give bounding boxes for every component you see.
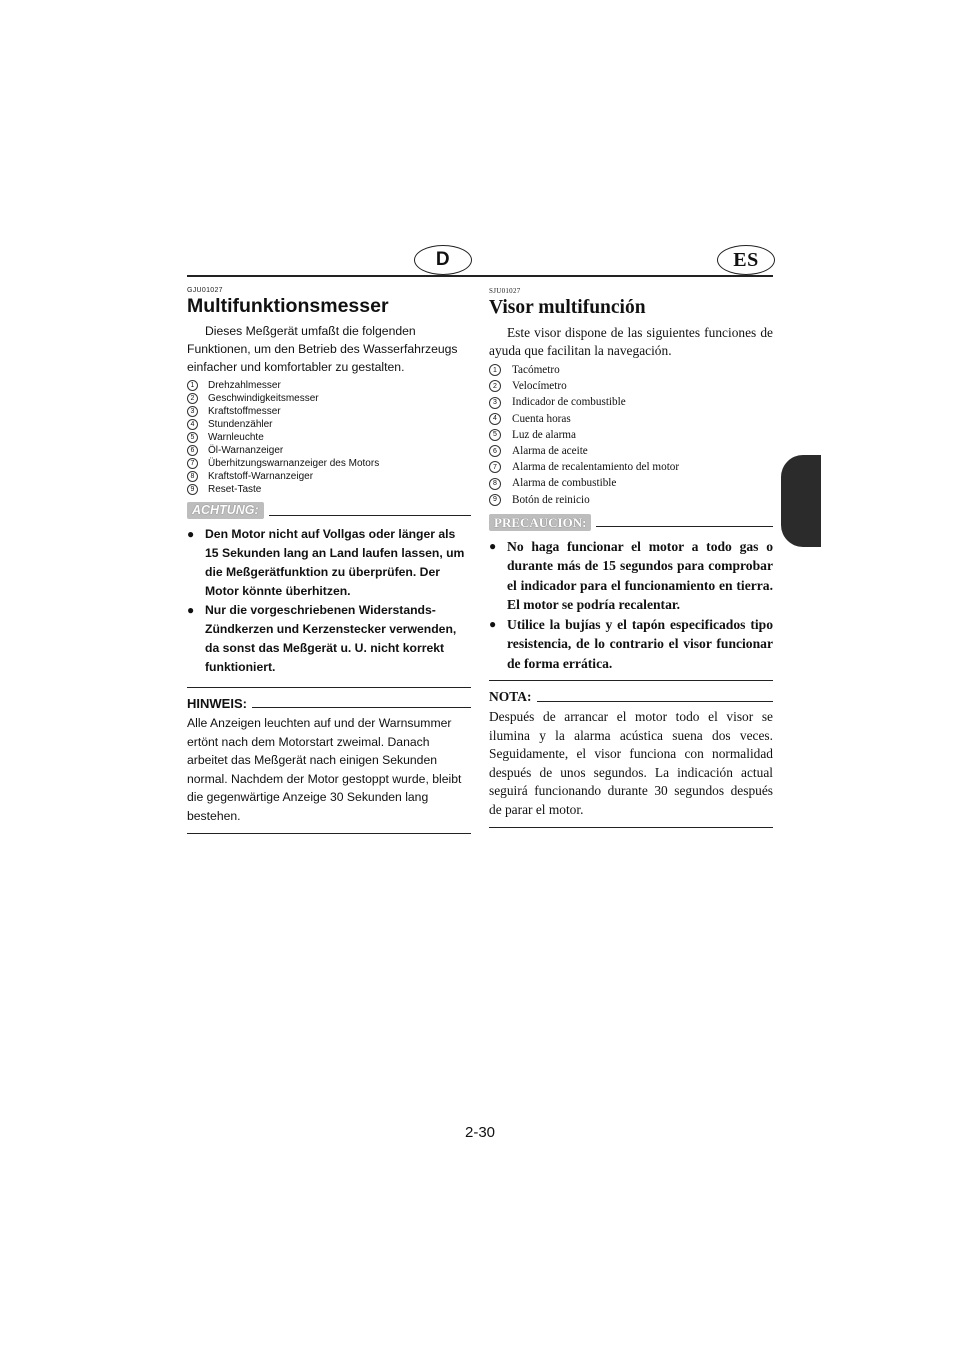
caution-list bbox=[187, 525, 471, 677]
page-number: 2-30 bbox=[464, 1124, 496, 1141]
item-label: Alarma de recalentamiento del motor bbox=[512, 461, 680, 474]
item-label: Öl-Warnanzeiger bbox=[208, 445, 284, 456]
item-label: Velocímetro bbox=[512, 380, 567, 393]
section-title: Multifunktionsmesser bbox=[187, 295, 389, 317]
list-item bbox=[187, 483, 471, 496]
item-number: 6 bbox=[489, 445, 501, 457]
item-label: Alarma de combustible bbox=[512, 477, 617, 490]
section-title: Visor multifunción bbox=[489, 297, 646, 318]
caution-item: ● Den Motor nicht auf Vollgas oder länger als 15 Sekunden lang an Land laufen lassen, um die Meßgerätfunktion zu überprüfen. Der Motor könnte überhitzen. bbox=[187, 525, 471, 601]
list-item bbox=[187, 431, 471, 444]
item-label: Reset-Taste bbox=[208, 484, 262, 495]
chapter-tab-marker bbox=[781, 455, 821, 547]
note-header bbox=[187, 696, 471, 711]
note-text: Alle Anzeigen leuchten auf und der Warnsummer ertönt nach dem Motorstart zweimal. Danach arbeitet das Meßgerät nach einigen Sekunden normal. Nachdem der Motor gestoppt wurde, bleibt die gegenwärtige Anzeige 30 Sekunden lang bestehen. bbox=[187, 716, 462, 823]
caution-end-rule bbox=[489, 680, 773, 681]
item-label: Botón de reinicio bbox=[512, 493, 590, 506]
list-item bbox=[187, 470, 471, 483]
caution-label: PRECAUCION: bbox=[489, 514, 591, 531]
list-item bbox=[489, 411, 773, 427]
list-item bbox=[187, 444, 471, 457]
list-item bbox=[489, 394, 773, 410]
intro-paragraph: Este visor dispone de las siguientes funciones de ayuda que facilitan la navegación. bbox=[489, 325, 773, 358]
item-number: 2 bbox=[187, 393, 198, 404]
note-label: NOTA: bbox=[489, 689, 532, 705]
list-item bbox=[187, 379, 471, 392]
item-label: Tacómetro bbox=[512, 364, 560, 376]
note-rule bbox=[252, 707, 471, 708]
list-item bbox=[489, 427, 773, 443]
function-list bbox=[187, 379, 471, 496]
caution-header bbox=[187, 502, 471, 519]
caution-rule bbox=[596, 526, 773, 527]
item-label: Alarma de aceite bbox=[512, 445, 588, 458]
item-label: Indicador de combustible bbox=[512, 396, 626, 409]
list-item bbox=[489, 378, 773, 394]
item-number: 4 bbox=[187, 419, 198, 430]
note-text: Después de arrancar el motor todo el visor se ilumina y la alarma acústica suena dos veces. Seguidamente, el visor funciona con normalidad después de unos segundos. La indicación actual seguirá funcionando durante 30 segundos después de parar el motor. bbox=[489, 709, 773, 817]
list-item bbox=[489, 492, 773, 508]
item-number: 1 bbox=[489, 364, 501, 376]
item-label: Kraftstoff-Warnanzeiger bbox=[208, 471, 314, 482]
list-item bbox=[489, 362, 773, 378]
intro-paragraph: Dieses Meßgerät umfaßt die folgenden Funktionen, um den Betrieb des Wasserfahrzeugs einfacher und komfortabler zu gestalten. bbox=[187, 324, 458, 374]
bullet-icon: ● bbox=[489, 616, 497, 631]
item-number: 5 bbox=[489, 429, 501, 441]
caution-list bbox=[489, 537, 773, 674]
item-label: Luz de alarma bbox=[512, 428, 576, 441]
item-number: 2 bbox=[489, 380, 501, 392]
list-item bbox=[489, 443, 773, 459]
list-item bbox=[187, 392, 471, 405]
item-label: Warnleuchte bbox=[208, 432, 264, 443]
list-item bbox=[187, 457, 471, 470]
item-label: Stundenzähler bbox=[208, 419, 273, 430]
note-end-rule bbox=[489, 827, 773, 828]
caution-end-rule bbox=[187, 687, 471, 688]
note-rule bbox=[537, 701, 774, 702]
list-item bbox=[489, 459, 773, 475]
note-header bbox=[489, 689, 773, 705]
list-item bbox=[489, 475, 773, 491]
bullet-icon: ● bbox=[187, 527, 195, 541]
item-label: Kraftstoffmesser bbox=[208, 406, 281, 417]
item-label: Cuenta horas bbox=[512, 412, 571, 425]
function-list bbox=[489, 362, 773, 508]
caution-header bbox=[489, 514, 773, 531]
bullet-icon: ● bbox=[489, 538, 497, 553]
bullet-icon: ● bbox=[187, 603, 195, 617]
item-number: 9 bbox=[489, 494, 501, 506]
german-column bbox=[187, 287, 471, 834]
spanish-column bbox=[489, 287, 773, 828]
note-label: HINWEIS: bbox=[187, 696, 247, 711]
section-code: SJU01027 bbox=[489, 287, 521, 295]
item-number: 9 bbox=[187, 484, 198, 495]
caution-item: ● Utilice la bujías y el tapón especificados tipo resistencia, de lo contrario el visor funcionar de forma errática. bbox=[489, 615, 773, 674]
list-item bbox=[187, 418, 471, 431]
language-badge-german bbox=[414, 245, 472, 275]
item-label: Überhitzungswarnanzeiger des Motors bbox=[208, 458, 380, 469]
caution-item: ● Nur die vorgeschriebenen Widerstands-Zündkerzen und Kerzenstecker verwenden, da sonst das Meßgerät u. U. nicht korrekt funktioniert. bbox=[187, 601, 471, 677]
item-number: 1 bbox=[187, 380, 198, 391]
item-number: 3 bbox=[489, 397, 501, 409]
item-number: 7 bbox=[489, 461, 501, 473]
item-number: 5 bbox=[187, 432, 198, 443]
item-number: 8 bbox=[187, 471, 198, 482]
caution-label: ACHTUNG: bbox=[187, 502, 264, 519]
item-label: Geschwindigkeitsmesser bbox=[208, 393, 319, 404]
language-badge-spanish bbox=[717, 245, 775, 275]
section-code: GJU01027 bbox=[187, 287, 223, 294]
language-code: ES bbox=[733, 248, 759, 271]
note-end-rule bbox=[187, 833, 471, 834]
item-number: 7 bbox=[187, 458, 198, 469]
list-item bbox=[187, 405, 471, 418]
item-number: 3 bbox=[187, 406, 198, 417]
item-number: 4 bbox=[489, 413, 501, 425]
caution-item: ● No haga funcionar el motor a todo gas o durante más de 15 segundos para comprobar el indicador para el funcionamiento en tierra. El motor se podría recalentar. bbox=[489, 537, 773, 615]
item-number: 6 bbox=[187, 445, 198, 456]
language-code: D bbox=[435, 249, 451, 270]
item-number: 8 bbox=[489, 478, 501, 490]
item-label: Drehzahlmesser bbox=[208, 380, 281, 391]
caution-rule bbox=[269, 515, 471, 516]
header-rule bbox=[187, 275, 773, 277]
